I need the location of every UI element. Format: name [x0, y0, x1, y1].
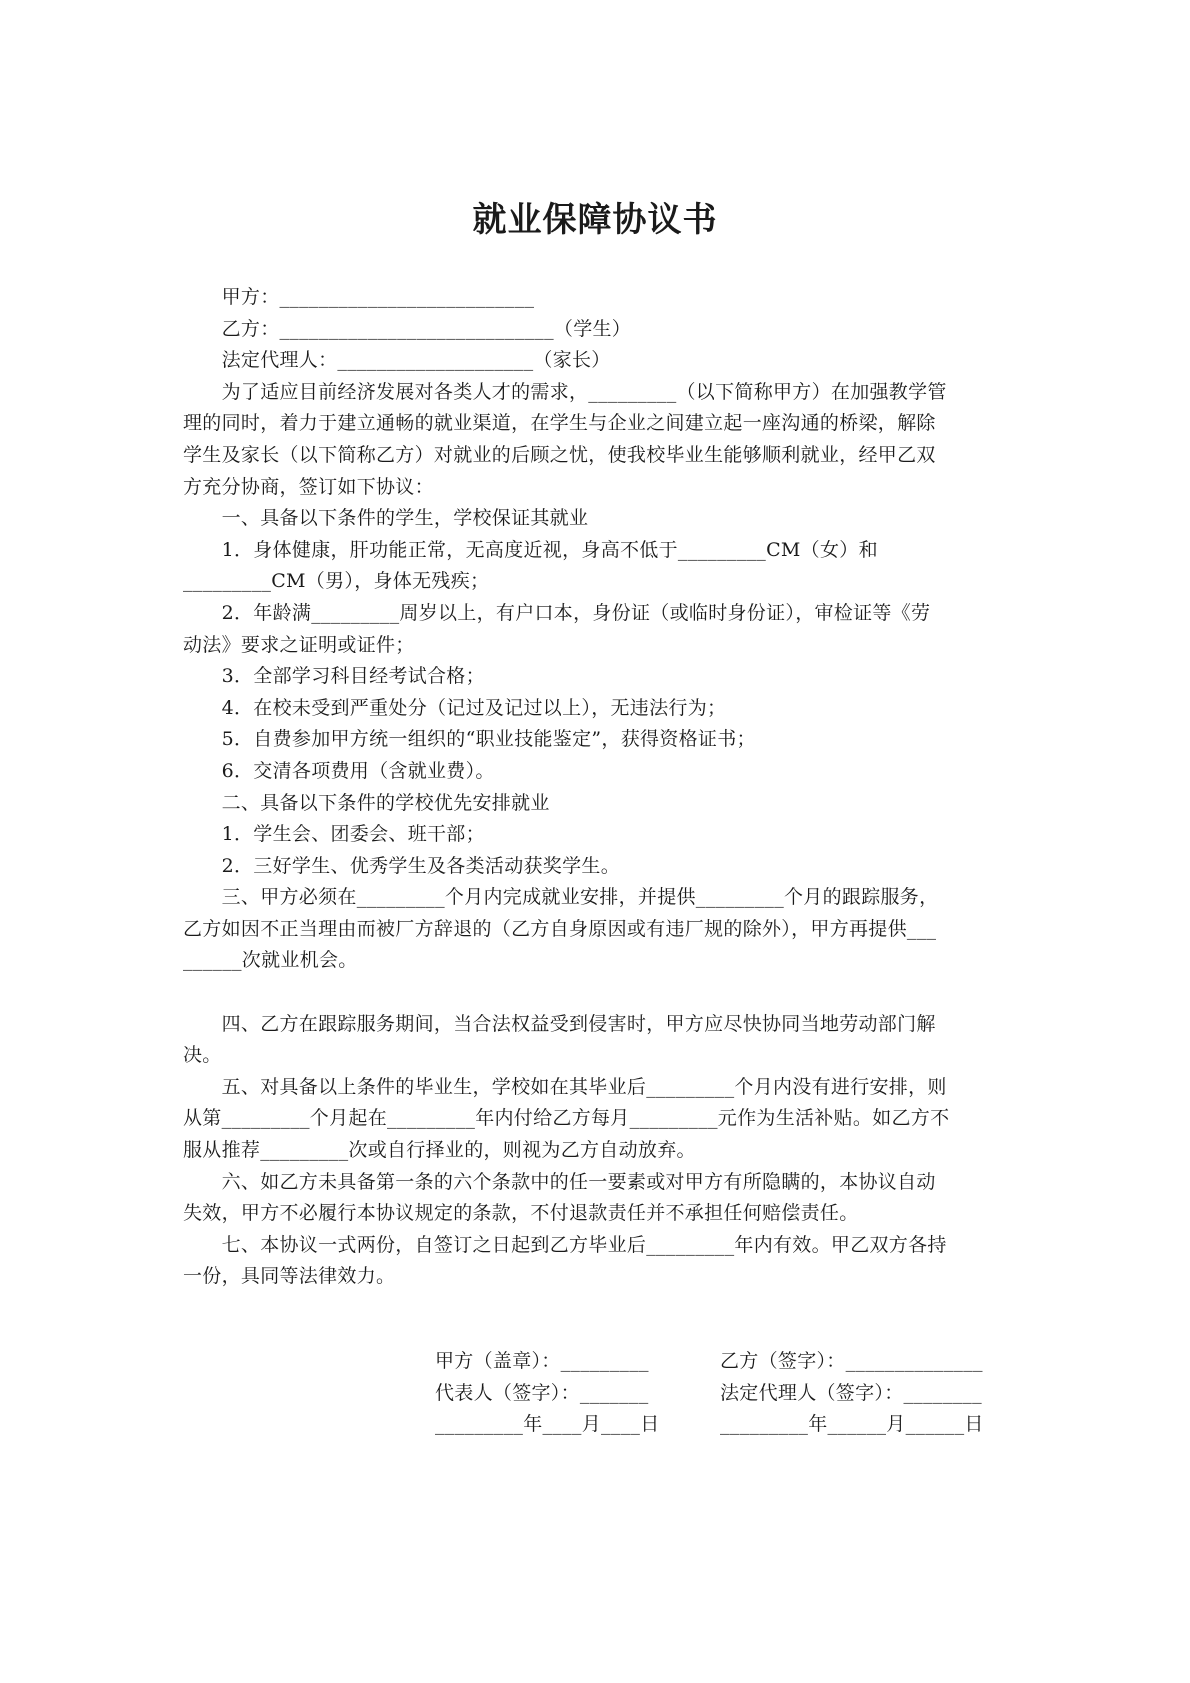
section-5-line-2: 从第_________个月起在_________年内付给乙方每月_________元作为生活补贴。如乙方不: [183, 1107, 950, 1130]
section-1-item-6: 6．交清各项费用（含就业费）。: [183, 759, 495, 782]
section-4-line-2: 决。: [183, 1044, 222, 1067]
section-1-item-5: 5．自费参加甲方统一组织的“职业技能鉴定”，获得资格证书；: [183, 728, 756, 751]
section-6-line-1: 六、如乙方未具备第一条的六个条款中的任一要素或对甲方有所隐瞒的，本协议自动: [183, 1170, 936, 1193]
section-3-line-1: 三、甲方必须在_________个月内完成就业安排，并提供_________个月的跟踪服务，: [183, 886, 939, 909]
guardian-signature-field: 法定代理人（签字）：________: [720, 1381, 982, 1404]
section-7-line-2: 一份，具同等法律效力。: [183, 1265, 396, 1288]
section-2-heading: 二、具备以下条件的学校优先安排就业: [183, 791, 550, 814]
signature-row-1: [435, 1346, 1025, 1378]
section-3-line-3: ______次就业机会。: [183, 949, 358, 972]
preamble-line-2: 理的同时，着力于建立通畅的就业渠道，在学生与企业之间建立起一座沟通的桥梁，解除: [183, 412, 936, 435]
section-1-item-2-line-2: 动法》要求之证明或证件；: [183, 633, 415, 656]
party-a-line: 甲方：__________________________: [183, 286, 535, 308]
party-a-seal-field: 甲方（盖章）：_________: [435, 1350, 649, 1372]
section-5-line-1: 五、对具备以上条件的毕业生，学校如在其毕业后_________个月内没有进行安排，则: [183, 1075, 947, 1098]
preamble-line-3: 学生及家长（以下简称乙方）对就业的后顾之忧，使我校毕业生能够顺利就业，经甲乙双: [183, 443, 936, 466]
section-3-line-2: 乙方如因不正当理由而被厂方辞退的（乙方自身原因或有违厂规的除外），甲方再提供___: [183, 917, 937, 940]
section-1-heading: 一、具备以下条件的学生，学校保证其就业: [183, 507, 589, 530]
section-6-line-2: 失效，甲方不必履行本协议规定的条款，不付退款责任并不承担任何赔偿责任。: [183, 1202, 859, 1225]
section-2-item-2: 2．三好学生、优秀学生及各类活动获奖学生。: [183, 854, 620, 877]
section-4-line-1: 四、乙方在跟踪服务期间，当合法权益受到侵害时，甲方应尽快协同当地劳动部门解: [183, 1012, 936, 1035]
signature-row-2: [435, 1378, 1025, 1410]
blank-line: [183, 977, 1020, 1009]
section-1-item-1-line-1: 1．身体健康，肝功能正常，无高度近视，身高不低于_________CM（女）和: [183, 538, 878, 561]
section-1-item-4: 4．在校未受到严重处分（记过及记过以上），无违法行为；: [183, 696, 727, 719]
signature-row-3: [435, 1409, 1025, 1441]
party-b-signature-field: 乙方（签字）：______________: [720, 1350, 983, 1372]
document-title: 就业保障协议书: [472, 200, 718, 240]
preamble-line-1: 为了适应目前经济发展对各类人才的需求，_________（以下简称甲方）在加强教学管: [183, 380, 947, 403]
section-2-item-1: 1．学生会、团委会、班干部；: [183, 823, 485, 846]
party-a-date-field: _________年____月____日: [435, 1413, 660, 1436]
preamble-line-4: 方充分协商，签订如下协议：: [183, 475, 434, 498]
party-b-date-field: _________年______月______日: [720, 1413, 984, 1436]
section-1-item-3: 3．全部学习科目经考试合格；: [183, 665, 485, 688]
section-5-line-3: 服从推荐_________次或自行择业的，则视为乙方自动放弃。: [183, 1139, 696, 1162]
section-1-item-1-line-2: _________CM（男），身体无残疾；: [183, 570, 490, 593]
representative-signature-field: 代表人（签字）：_______: [435, 1381, 649, 1404]
document-body: [183, 282, 1020, 1293]
party-b-line: 乙方：____________________________（学生）: [183, 317, 632, 340]
section-1-item-2-line-1: 2．年龄满_________周岁以上，有户口本，身份证（或临时身份证），审检证等《劳: [183, 601, 931, 624]
section-7-line-1: 七、本协议一式两份，自签订之日起到乙方毕业后_________年内有效。甲乙双方各持: [183, 1233, 947, 1256]
guardian-line: 法定代理人：____________________（家长）: [183, 349, 611, 372]
signature-block: [435, 1346, 1025, 1441]
